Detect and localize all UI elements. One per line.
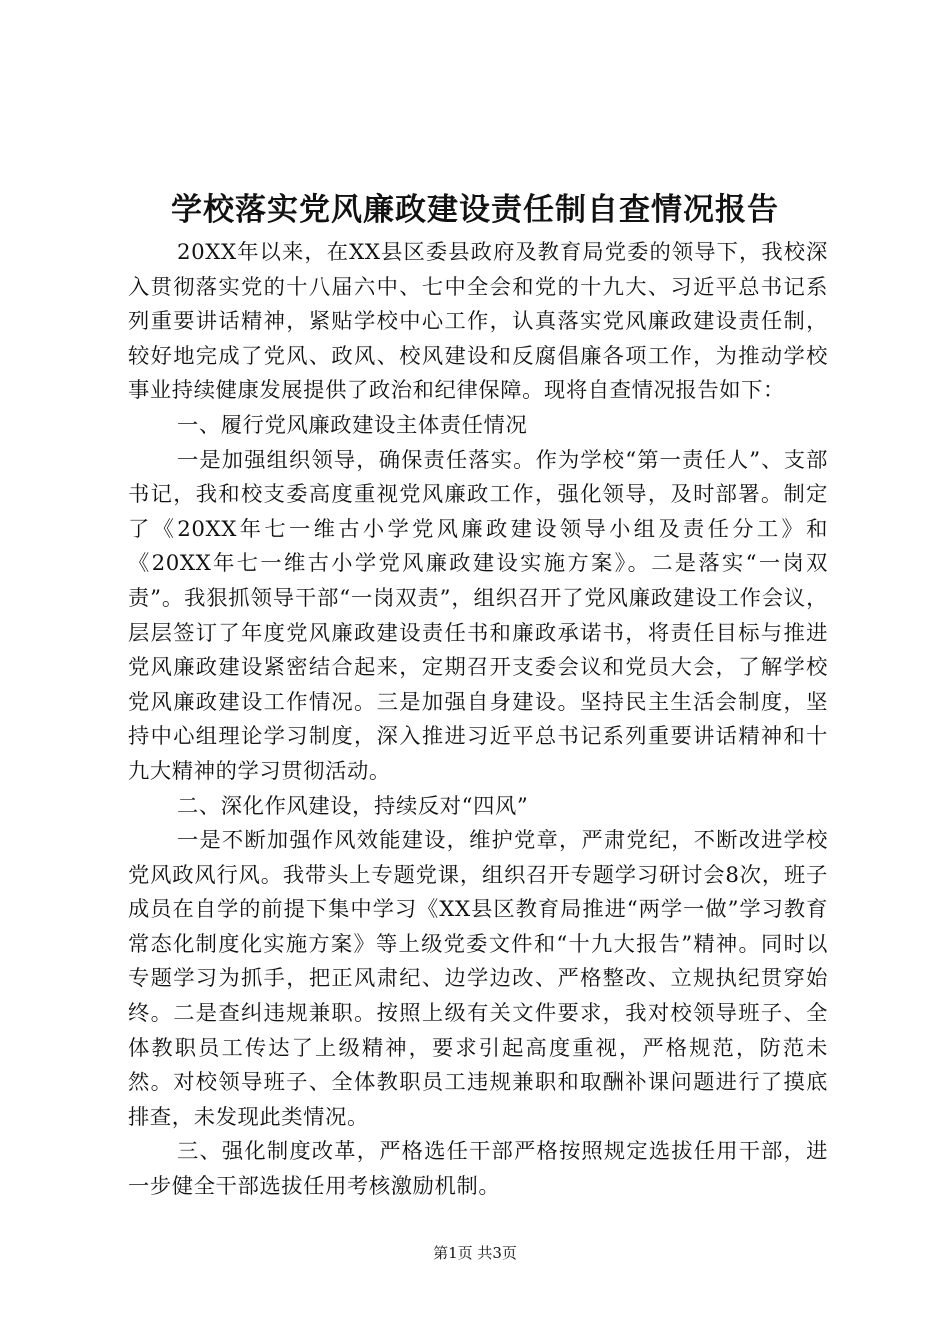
- paragraph-intro: 20XX年以来，在XX县区委县政府及教育局党委的领导下，我校深入贯彻落实党的十八届六中、七中全会和党的十九大、习近平总书记系列重要讲话精神，紧贴学校中心工作，认真落实党风廉政建设责任制，较好地完成了党风、政风、校风建设和反腐倡廉各项工作，为推动学校事业持续健康发展提供了政治和纪律保障。现将自查情况报告如下：: [128, 240, 828, 404]
- paragraph-section-3: 三、强化制度改革，严格选任干部严格按照规定选拔任用干部，进一步健全干部选拔任用考核激励机制。: [128, 1139, 828, 1200]
- document-title: 学校落实党风廉政建设责任制自查情况报告: [171, 192, 779, 228]
- paragraph-section-2: 一是不断加强作风效能建设，维护党章，严肃党纪，不断改进学校党风政风行风。我带头上专题党课，组织召开专题学习研讨会8次，班子成员在自学的前提下集中学习《XX县区教育局推进“两学一做”学习教育常态化制度化实施方案》等上级党委文件和“十九大报告”精神。同时以专题学习为抓手，把正风肃纪、边学边改、严格整改、立规执纪贯穿始终。二是查纠违规兼职。按照上级有关文件要求，我对校领导班子、全体教职员工传达了上级精神，要求引起高度重视，严格规范，防范未然。对校领导班子、全体教职员工违规兼职和取酬补课问题进行了摸底排查，未发现此类情况。: [128, 828, 828, 1130]
- section-heading-1: 一、履行党风廉政建设主体责任情况: [176, 412, 528, 438]
- document-body: [128, 236, 828, 1205]
- page-footer: 第1页 共3页: [433, 1244, 517, 1262]
- section-heading-2: 二、深化作风建设，持续反对“四风”: [176, 793, 529, 819]
- paragraph-section-1: 一是加强组织领导，确保责任落实。作为学校“第一责任人”、支部书记，我和校支委高度重视党风廉政工作，强化领导，及时部署。制定了《20XX年七一维古小学党风廉政建设领导小组及责任分工》和《20XX年七一维古小学党风廉政建设实施方案》。二是落实“一岗双责”。我狠抓领导干部“一岗双责”，组织召开了党风廉政建设工作会议，层层签订了年度党风廉政建设责任书和廉政承诺书，将责任目标与推进党风廉政建设紧密结合起来，定期召开支委会议和党员大会，了解学校党风廉政建设工作情况。三是加强自身建设。坚持民主生活会制度，坚持中心组理论学习制度，深入推进习近平总书记系列重要讲话精神和十九大精神的学习贯彻活动。: [128, 447, 828, 784]
